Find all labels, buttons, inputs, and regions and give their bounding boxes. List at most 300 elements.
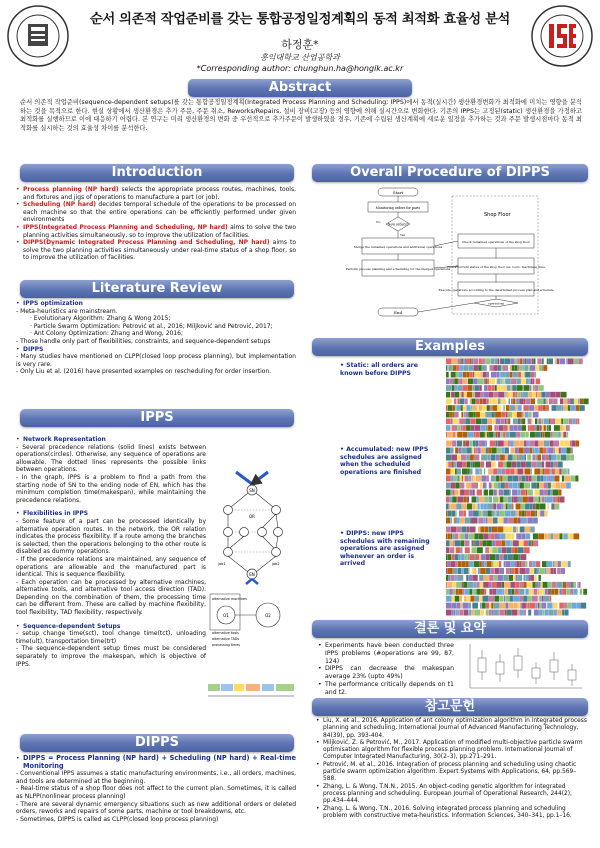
gantt-bar — [580, 399, 583, 405]
gantt-bar — [482, 561, 484, 567]
gantt-bar — [538, 596, 539, 602]
gantt-bar — [510, 568, 511, 574]
gantt-bar — [458, 610, 459, 616]
gantt-bar — [534, 385, 538, 391]
gantt-bar — [508, 412, 512, 418]
gantt-bar — [464, 589, 469, 595]
gantt-bar — [481, 419, 487, 425]
gantt-bar — [521, 372, 523, 378]
gantt-bar — [532, 596, 538, 602]
intro-item-text: selects the appropriate process routes, machines, tools, and fixtures and jigs of operations to manufacture a part (or job). — [23, 186, 296, 201]
intro-item-key: DIPPS(Dynamic Integrated Process Planning and Scheduling, NP hard) — [23, 239, 270, 247]
gantt-bar — [570, 399, 571, 405]
gantt-bar — [514, 441, 519, 447]
gantt-bar — [542, 365, 543, 371]
gantt-bar — [548, 582, 552, 588]
gantt-bar — [478, 441, 480, 447]
gantt-bar — [525, 589, 528, 595]
gantt-bar — [577, 603, 580, 609]
gantt-bar — [470, 399, 472, 405]
gantt-bar — [446, 476, 451, 482]
gantt-bar — [472, 448, 474, 454]
gantt-bar — [532, 448, 535, 454]
gantt-bar — [488, 385, 492, 391]
gantt-bar — [495, 412, 501, 418]
gantt-bar — [517, 518, 520, 524]
gantt-bar — [480, 399, 483, 405]
gantt-bar — [571, 476, 575, 482]
gantt-bar — [464, 568, 468, 574]
gantt-bar — [524, 372, 525, 378]
gantt-bar — [459, 419, 465, 425]
gantt-bar — [564, 603, 567, 609]
gantt-bar — [519, 483, 523, 489]
gantt-bar — [480, 425, 485, 431]
gantt-bar — [506, 372, 510, 378]
gantt-bar — [516, 399, 519, 405]
gantt-bar — [550, 533, 553, 539]
gantt-bar — [548, 589, 550, 595]
gantt-bar — [561, 561, 567, 567]
gantt-bar — [476, 497, 478, 503]
gantt-bar — [530, 365, 535, 371]
gantt-bar — [446, 469, 450, 475]
gantt-bar — [461, 547, 463, 553]
gantt-bar — [477, 490, 482, 496]
gantt-bar — [456, 504, 462, 510]
gantt-bar — [498, 462, 503, 468]
gantt-bar — [567, 399, 569, 405]
gantt-bar — [560, 483, 566, 489]
gantt-bar — [533, 359, 535, 365]
gantt-bar — [555, 448, 558, 454]
gantt-bar — [452, 425, 457, 431]
gantt-bar — [518, 365, 520, 371]
gantt-bar — [456, 372, 458, 378]
gantt-bar — [571, 582, 573, 588]
gantt-bar — [457, 497, 458, 503]
gantt-bar — [560, 425, 563, 431]
gantt-bar — [508, 504, 512, 510]
gantt-bar — [474, 455, 479, 461]
gantt-bar — [529, 405, 534, 411]
gantt-bar — [546, 399, 548, 405]
gantt-bar — [512, 412, 516, 418]
gantt-bar — [463, 582, 467, 588]
gantt-bar — [454, 518, 455, 524]
gantt-bar — [580, 405, 585, 411]
gantt-bar — [526, 518, 527, 524]
gantt-bar — [467, 582, 473, 588]
gantt-bar — [539, 596, 541, 602]
gantt-bar — [467, 483, 471, 489]
gantt-bar — [524, 365, 528, 371]
gantt-bar — [484, 575, 489, 581]
gantt-bar — [531, 385, 532, 391]
gantt-bar — [552, 469, 555, 475]
gantt-bar — [465, 359, 467, 365]
gantt-bar — [522, 359, 525, 365]
gantt-bar — [552, 497, 557, 503]
gantt-bar — [448, 405, 453, 411]
gantt-bar — [570, 405, 575, 411]
gantt-bar — [455, 379, 458, 385]
gantt-bar — [541, 462, 544, 468]
gantt-bar — [481, 392, 483, 398]
gantt-bar — [578, 419, 579, 425]
gantt-bar — [462, 561, 466, 567]
gantt-bar — [465, 533, 468, 539]
gantt-bar — [535, 511, 537, 517]
gantt-bar — [561, 455, 566, 461]
gantt-bar — [524, 448, 530, 454]
gantt-dipps — [446, 526, 588, 616]
gantt-bar — [484, 379, 485, 385]
gantt-bar — [495, 432, 497, 438]
gantt-bar — [505, 379, 506, 385]
gantt-bar — [458, 476, 459, 482]
gantt-bar — [509, 392, 511, 398]
gantt-bar — [513, 419, 518, 425]
gantt-bar — [513, 372, 518, 378]
gantt-bar — [452, 610, 454, 616]
gantt-bar — [446, 399, 452, 405]
gantt-bar — [540, 497, 541, 503]
gantt-bar — [480, 483, 483, 489]
flow-box-4: Check remained operations of the shop floor — [462, 240, 530, 244]
gantt-bar — [473, 441, 475, 447]
alt-machines-text: alternative machines — [212, 597, 247, 601]
gantt-bar — [534, 610, 539, 616]
gantt-bar — [454, 462, 457, 468]
intro-item-text: aims to solve the two planning activities simultaneously, so to improve the utilization of facilities. — [23, 223, 296, 239]
text-line: - Those handle only part of flexibilities, constraints, and sequence-dependent setups — [16, 337, 271, 345]
gantt-bar — [470, 419, 476, 425]
gantt-bar — [516, 533, 521, 539]
gantt-bar — [542, 432, 544, 438]
gantt-bar — [457, 365, 460, 371]
gantt-bar — [525, 511, 527, 517]
gantt-bar — [571, 448, 573, 454]
gantt-bar — [536, 561, 540, 567]
gantt-bar — [538, 575, 541, 581]
gantt-bar — [550, 469, 551, 475]
gantt-bar — [500, 603, 506, 609]
gantt-bar — [541, 476, 543, 482]
gantt-bar — [461, 455, 466, 461]
gantt-bar — [463, 511, 466, 517]
gantt-bar — [482, 359, 485, 365]
text-line: - Real-time status of a shop floor does not affect to the current plan. Sometimes, it is called as NLPP(nonlinear process planning) — [16, 785, 296, 800]
gantt-bar — [519, 554, 521, 560]
gantt-bar — [552, 455, 556, 461]
gantt-bar — [554, 441, 559, 447]
gantt-bar — [539, 610, 542, 616]
gantt-bar — [508, 527, 513, 533]
intro-item-key: Scheduling (NP hard) — [23, 201, 97, 209]
gantt-bar — [534, 518, 538, 524]
gantt-bar — [474, 589, 477, 595]
text-line: - Conventional IPPS assumes a static manufacturing environments, i.e., all orders, machines, and tools are determined at the beginning. — [16, 770, 296, 785]
gantt-bar — [460, 603, 462, 609]
gantt-bar — [583, 589, 587, 595]
gantt-bar — [506, 533, 512, 539]
gantt-bar — [545, 610, 549, 616]
gantt-bar — [520, 568, 526, 574]
gantt-bar — [456, 575, 457, 581]
gantt-bar — [522, 497, 527, 503]
gantt-bar — [499, 610, 500, 616]
gantt-bar — [516, 462, 520, 468]
gantt-bar — [525, 504, 529, 510]
gantt-bar — [487, 504, 493, 510]
gantt-bar — [512, 490, 517, 496]
gantt-bar — [564, 405, 568, 411]
gantt-bar — [455, 405, 456, 411]
gantt-bar — [514, 497, 517, 503]
gantt-bar — [473, 575, 478, 581]
gantt-bar — [458, 379, 459, 385]
gantt-bar — [467, 372, 470, 378]
gantt-bar — [577, 582, 578, 588]
gantt-bar — [491, 476, 496, 482]
start-label: Start — [392, 190, 404, 195]
gantt-bar — [493, 365, 498, 371]
gantt-bar — [460, 365, 464, 371]
gantt-bar — [462, 469, 468, 475]
gantt-bar — [487, 561, 492, 567]
overall-heading: Overall Procedure of DIPPS — [312, 164, 588, 182]
gantt-bar — [472, 568, 474, 574]
gantt-bar — [522, 425, 526, 431]
gantt-bar — [463, 441, 465, 447]
gantt-bar — [448, 561, 451, 567]
gantt-bar — [449, 504, 451, 510]
gantt-bar — [469, 589, 472, 595]
gantt-bar — [520, 527, 525, 533]
gantt-bar — [457, 405, 461, 411]
references-body — [316, 718, 588, 820]
gantt-bar — [466, 483, 467, 489]
gantt-bar — [487, 372, 489, 378]
gantt-bar — [537, 399, 543, 405]
gantt-bar — [499, 561, 501, 567]
gantt-bar — [461, 568, 463, 574]
gantt-bar — [460, 518, 465, 524]
gantt-bar — [446, 596, 452, 602]
gantt-bar — [521, 392, 522, 398]
gantt-bar — [521, 518, 526, 524]
new-orders-label: New orders? — [387, 222, 409, 227]
gantt-bar — [553, 448, 555, 454]
gantt-bar — [567, 455, 571, 461]
gantt-bar — [477, 547, 483, 553]
gantt-bar — [494, 425, 497, 431]
gantt-bar — [446, 372, 449, 378]
gantt-bar — [465, 547, 470, 553]
gantt-bar — [454, 399, 456, 405]
gantt-bar — [458, 359, 462, 365]
gantt-bar — [492, 405, 493, 411]
setup-diagram — [206, 678, 298, 704]
gantt-bar — [482, 405, 486, 411]
gantt-bar — [557, 405, 562, 411]
gantt-bar — [511, 533, 514, 539]
gantt-bar — [473, 582, 476, 588]
gantt-bar — [489, 527, 492, 533]
gantt-bar — [536, 392, 537, 398]
gantt-bar — [519, 540, 523, 546]
gantt-bar — [544, 448, 547, 454]
gantt-bar — [486, 518, 488, 524]
gantt-bar — [523, 582, 526, 588]
gantt-bar — [461, 392, 463, 398]
gantt-bar — [583, 399, 588, 405]
gantt-bar — [573, 419, 576, 425]
ipps-heading: IPPS — [20, 409, 294, 427]
gantt-bar — [528, 476, 531, 482]
gantt-bar — [534, 568, 537, 574]
gantt-bar — [457, 469, 461, 475]
gantt-bar — [463, 359, 465, 365]
gantt-bar — [502, 582, 504, 588]
text-line: - There are several dynamic emergency situations such as new additional orders or deleted orders, reworks and repairs of some parts, machine or tool breakdowns, etc. — [16, 800, 296, 816]
gantt-bar — [472, 547, 477, 553]
gantt-bar — [464, 392, 467, 398]
gantt-bar — [492, 419, 495, 425]
text-line: · Ant Colony Optimization: Zhang and Wong, 2016; — [30, 330, 184, 338]
gantt-bar — [534, 405, 538, 411]
gantt-bar — [550, 589, 551, 595]
gantt-bar — [473, 405, 477, 411]
gantt-bar — [515, 469, 518, 475]
gantt-bar — [551, 419, 556, 425]
gantt-bar — [464, 365, 468, 371]
gantt-bar — [541, 392, 545, 398]
gantt-bar — [519, 455, 524, 461]
gantt-bar — [486, 462, 491, 468]
gantt-bar — [534, 469, 540, 475]
gantt-bar — [469, 568, 470, 574]
gantt-bar — [543, 419, 548, 425]
gantt-bar — [446, 462, 448, 468]
gantt-bar — [552, 589, 555, 595]
gantt-bar — [517, 497, 519, 503]
gantt-bar — [576, 405, 580, 411]
gantt-bar — [554, 533, 560, 539]
gantt-bar — [558, 561, 561, 567]
gantt-bar — [538, 533, 544, 539]
gantt-bar — [510, 469, 514, 475]
gantt-bar — [527, 441, 529, 447]
gantt-bar — [573, 582, 574, 588]
gantt-bar — [474, 476, 475, 482]
gantt-bar — [491, 603, 493, 609]
gantt-bar — [514, 603, 518, 609]
net-head: Network Representation — [23, 436, 106, 443]
gantt-bar — [548, 483, 551, 489]
gantt-bar — [502, 365, 508, 371]
gantt-bar — [547, 448, 548, 454]
gantt-bar — [517, 455, 519, 461]
gantt-bar — [475, 540, 479, 546]
gantt-bar — [503, 476, 508, 482]
gantt-bar — [501, 379, 502, 385]
gantt-bar — [499, 568, 504, 574]
gantt-bar — [563, 425, 566, 431]
gantt-bar — [547, 425, 549, 431]
gantt-bar — [494, 483, 497, 489]
gantt-bar — [530, 575, 534, 581]
gantt-bar — [501, 365, 502, 371]
gantt-bar — [525, 469, 531, 475]
gantt-bar — [527, 582, 533, 588]
gantt-bar — [501, 372, 505, 378]
gantt-bar — [446, 483, 450, 489]
gantt-bar — [519, 610, 524, 616]
abstract-heading: Abstract — [188, 79, 412, 97]
gantt-bar — [516, 379, 520, 385]
gantt-bar — [510, 372, 513, 378]
gantt-bar — [480, 372, 482, 378]
gantt-bar — [468, 432, 474, 438]
gantt-bar — [506, 504, 508, 510]
gantt-bar — [561, 392, 567, 398]
gantt-bar — [557, 610, 562, 616]
no-label: No — [376, 220, 381, 224]
gantt-bar — [513, 596, 519, 602]
gantt-bar — [544, 441, 550, 447]
gantt-bar — [563, 582, 566, 588]
gantt-bar — [529, 385, 531, 391]
gantt-bar — [526, 432, 529, 438]
gantt-bar — [468, 469, 470, 475]
gantt-bar — [502, 547, 506, 553]
gantt-bar — [448, 575, 450, 581]
gantt-bar — [536, 365, 539, 371]
gantt-bar — [498, 527, 504, 533]
gantt-bar — [494, 359, 497, 365]
gantt-bar — [545, 469, 550, 475]
gantt-bar — [528, 518, 532, 524]
gantt-bar — [561, 448, 566, 454]
gantt-bar — [517, 412, 521, 418]
gantt-bar — [537, 589, 539, 595]
gantt-bar — [475, 462, 480, 468]
gantt-bar — [450, 379, 454, 385]
gantt-bar — [486, 448, 488, 454]
gantt-bar — [476, 399, 480, 405]
text-line: - setup change time(sct), tool change time(tct), unloading time(ult), transportation time(trt) — [16, 630, 206, 645]
gantt-bar — [517, 561, 520, 567]
flow-box-2: Merge the remained operations and additional operations — [353, 245, 443, 249]
gantt-bar — [571, 603, 576, 609]
gantt-bar — [524, 547, 530, 553]
gantt-bar — [531, 462, 537, 468]
gantt-bar — [507, 385, 511, 391]
gantt-bar — [482, 540, 486, 546]
gantt-bar — [576, 419, 578, 425]
gantt-bar — [546, 497, 552, 503]
intro-item-key: Process planning (NP hard) — [23, 186, 119, 193]
reference-item: • Miljković, Z. & Petrović, M., 2017. Application of modified multi-objective particle swarm optimisation algorithm for flexible process planning problem. International Journal of Computer Integrated Manufacturing, 30(2–3), pp.271–291. — [316, 740, 588, 762]
gantt-bar — [527, 511, 531, 517]
gantt-bar — [510, 490, 511, 496]
gantt-bar — [476, 582, 479, 588]
text-line: - Sometimes, DIPPS is called as CLPP(closed loop process planning) — [16, 815, 219, 823]
gantt-bar — [497, 511, 500, 517]
intro-item — [16, 224, 296, 239]
